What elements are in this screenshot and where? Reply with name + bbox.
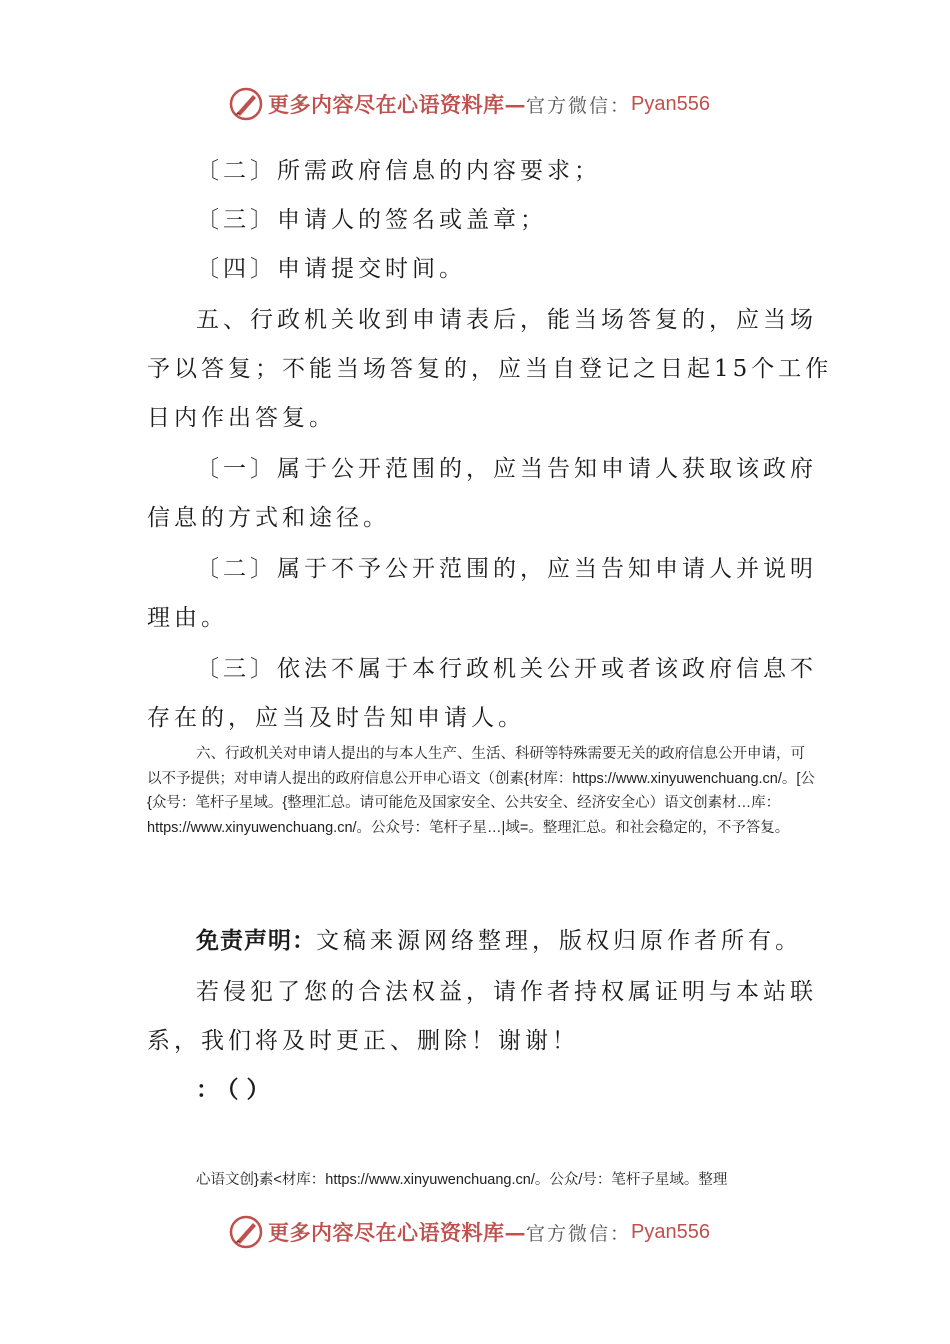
body-line-12: 存在的，应当及时告知申请人。 <box>147 705 525 731</box>
disclaimer-line-2: 若侵犯了您的合法权益，请作者持权属证明与本站联 <box>196 979 817 1005</box>
body-line-4: 五、行政机关收到申请表后，能当场答复的，应当场 <box>196 307 817 333</box>
body-line-2: 〔三〕申请人的签名或盖章； <box>196 207 547 233</box>
footer-note: 心语文创}素<材库：https://www.xinyuwenchuang.cn/。公众/号：笔杆子星域。整理 <box>196 1172 728 1188</box>
small-paragraph: 六、行政机关对申请人提出的与本人生产、生活、科研等特殊需要无关的政府信息公开申请，可以不予提供；对申请人提出的政府信息公开申心语文（创素{材库：https://www.xinyuwenchuang.cn/。[公{众号：笔杆子星域。{整理汇总。请可能危及国家安全、公共安全、经济安全心）语文创素材…库：https://www.xinyuwenchuang.cn/。公众号：笔杆子星…|域=。整理汇总。和社会稳定的，不予答复。 <box>147 746 815 836</box>
banner-wechat-label: 官方微信： <box>526 1222 632 1245</box>
header-banner <box>228 84 710 124</box>
body-line-9: 〔二〕属于不予公开范围的，应当告知申请人并说明 <box>196 556 817 582</box>
body-line-5: 予以答复；不能当场答复的，应当自登记之日起15个工作 <box>147 356 833 382</box>
disclaimer-text: 文稿来源网络整理，版权归原作者所有。 <box>316 928 802 954</box>
pen-logo-icon <box>228 1214 264 1250</box>
footer-banner <box>228 1212 710 1252</box>
body-line-1: 〔二〕所需政府信息的内容要求； <box>196 158 601 184</box>
disclaimer-line-1 <box>196 930 866 953</box>
body-line-7: 〔一〕属于公开范围的，应当告知申请人获取该政府 <box>196 456 817 482</box>
banner-wechat-label: 官方微信： <box>526 94 632 117</box>
disclaimer-title: 免责声明： <box>196 928 316 954</box>
body-line-10: 理由。 <box>147 605 228 631</box>
banner-site-name: 更多内容尽在心语资料库— <box>268 92 526 117</box>
disclaimer-extra: ：（） <box>196 1077 278 1103</box>
body-line-11: 〔三〕依法不属于本行政机关公开或者该政府信息不 <box>196 656 817 682</box>
pen-logo-icon <box>228 86 264 122</box>
banner-wechat-id: Pyan556 <box>631 92 710 115</box>
body-line-6: 日内作出答复。 <box>147 405 336 431</box>
disclaimer-line-3: 系，我们将及时更正、删除！谢谢！ <box>147 1028 579 1054</box>
body-line-8: 信息的方式和途径。 <box>147 505 390 531</box>
banner-site-name: 更多内容尽在心语资料库— <box>268 1220 526 1245</box>
body-line-3: 〔四〕申请提交时间。 <box>196 256 466 282</box>
banner-wechat-id: Pyan556 <box>631 1220 710 1243</box>
